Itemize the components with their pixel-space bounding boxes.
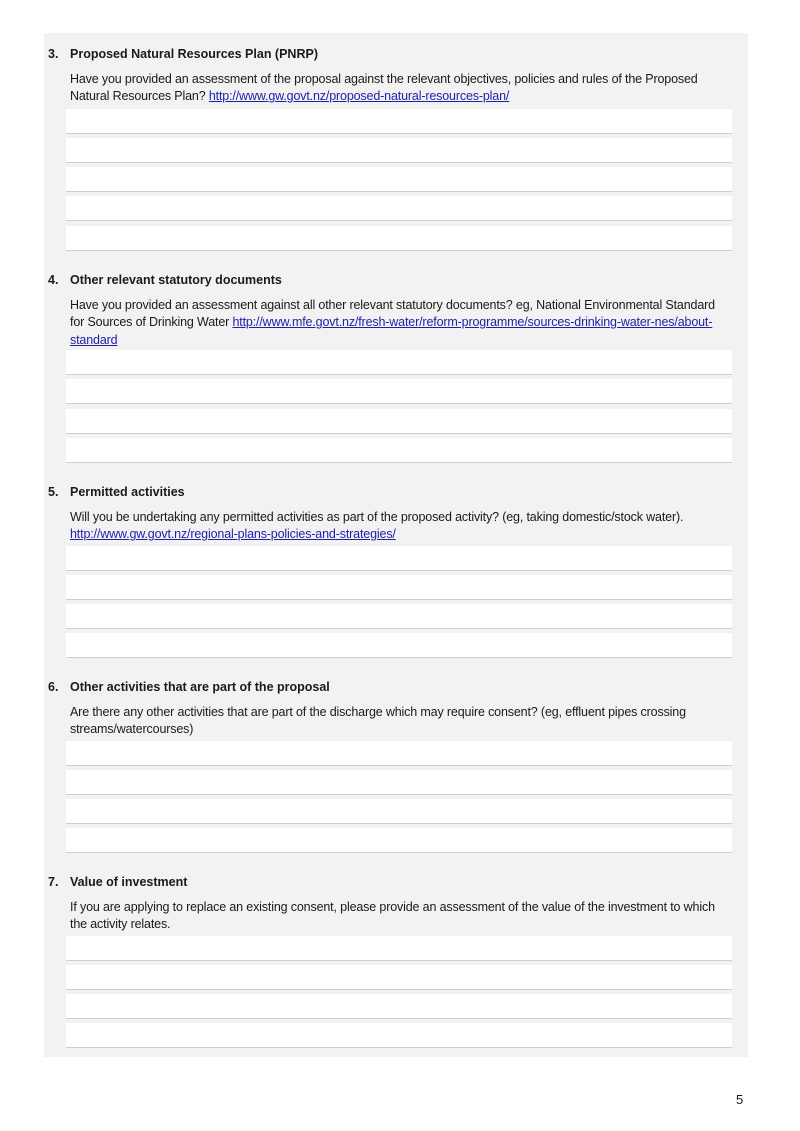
section-description: Have you provided an assessment against all other relevant statutory documents? eg, National Environmental Standard for Sources of Drinking Water http://www.mfe.govt.nz/fresh-water/reform-programme/sources-drinking-water-nes/about-standard	[70, 298, 715, 347]
answer-field[interactable]	[66, 138, 732, 163]
section-description: If you are applying to replace an existing consent, please provide an assessment of the value of the investment to which the activity relates.	[70, 900, 715, 932]
nes-link[interactable]: http://www.mfe.govt.nz/fresh-water/reform-programme/sources-drinking-water-nes/about-standard	[70, 315, 713, 347]
answer-field[interactable]	[66, 575, 732, 600]
section-title: 5. Permitted activities	[48, 485, 185, 499]
answer-field[interactable]	[66, 350, 732, 375]
answer-field[interactable]	[66, 936, 732, 961]
section-title: 4. Other relevant statutory documents	[48, 273, 282, 287]
answer-field[interactable]	[66, 438, 732, 463]
section-title: 6. Other activities that are part of the proposal	[48, 680, 330, 694]
answer-field[interactable]	[66, 994, 732, 1019]
answer-field[interactable]	[66, 741, 732, 766]
answer-field[interactable]	[66, 1023, 732, 1048]
section-title: 3. Proposed Natural Resources Plan (PNRP)	[48, 47, 318, 61]
answer-field[interactable]	[66, 546, 732, 571]
answer-field[interactable]	[66, 799, 732, 824]
answer-field[interactable]	[66, 196, 732, 221]
answer-field[interactable]	[66, 770, 732, 795]
pnrp-link[interactable]: http://www.gw.govt.nz/proposed-natural-resources-plan/	[208, 89, 510, 104]
regional-plans-link[interactable]: http://www.gw.govt.nz/regional-plans-policies-and-strategies/	[70, 527, 396, 542]
answer-field[interactable]	[66, 604, 732, 629]
section-description: Have you provided an assessment of the proposal against the relevant objectives, policies and rules of the Proposed Natural Resources Plan? http://www.gw.govt.nz/proposed-natural-resources-plan/	[70, 72, 698, 104]
answer-field[interactable]	[66, 409, 732, 434]
answer-field[interactable]	[66, 379, 732, 404]
answer-field[interactable]	[66, 633, 732, 658]
answer-field[interactable]	[66, 109, 732, 134]
form-panel	[44, 33, 748, 1057]
section-title: 7. Value of investment	[48, 875, 188, 889]
answer-field[interactable]	[66, 828, 732, 853]
answer-field[interactable]	[66, 226, 732, 251]
page-number: 5	[736, 1092, 744, 1107]
answer-field[interactable]	[66, 965, 732, 990]
answer-field[interactable]	[66, 167, 732, 192]
section-description: Will you be undertaking any permitted activities as part of the proposed activity? (eg, taking domestic/stock water). http://www.gw.govt.nz/regional-plans-policies-and-strategies/	[70, 510, 684, 542]
section-description: Are there any other activities that are part of the discharge which may require consent? (eg, effluent pipes crossing streams/watercourses)	[70, 705, 686, 737]
